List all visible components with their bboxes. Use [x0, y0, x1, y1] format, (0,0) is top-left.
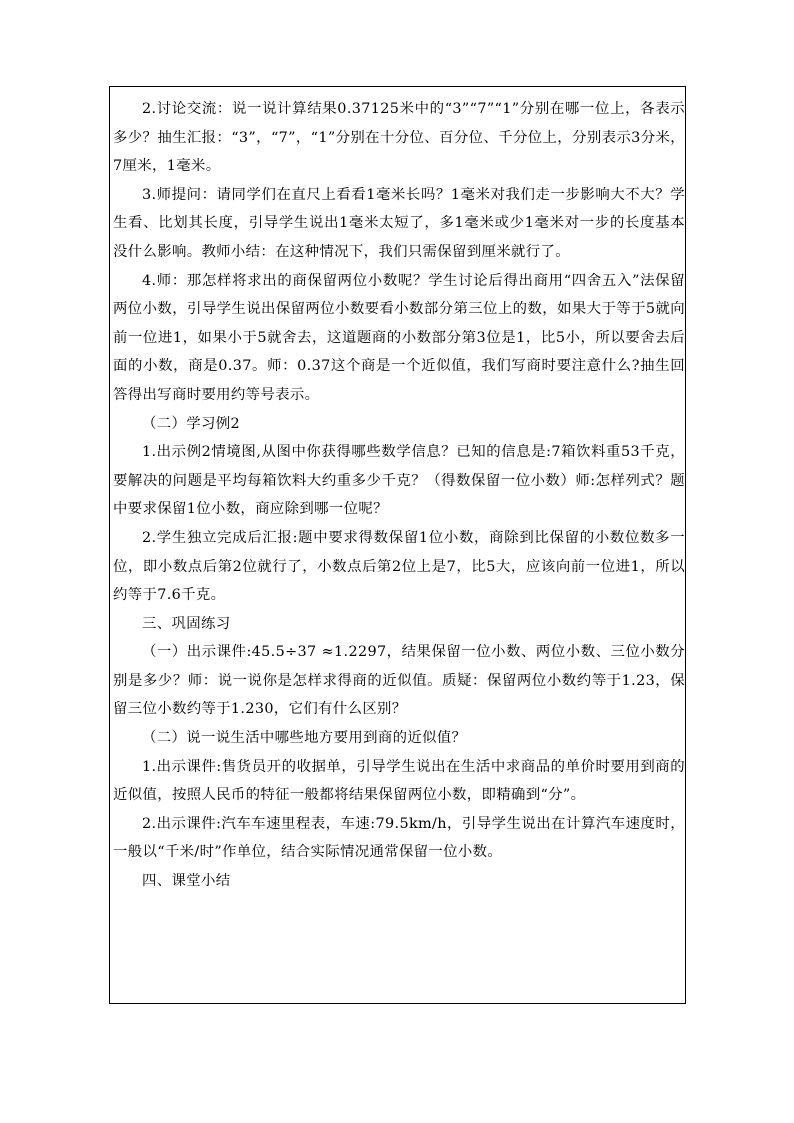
paragraph-practice-1: （一）出示课件:45.5÷37 ≈1.2297，结果保留一位小数、两位小数、三位小数分别是多少？师：说一说你是怎样求得商的近似值。质疑：保留两位小数约等于1.23，保留三位小数约等于1.230，它们有什么区别？	[113, 644, 685, 718]
paragraph-speedometer: 2.出示课件:汽车车速里程表，车速:79.5km/h，引导学生说出在计算汽车速度时，一般以“千米/时”作单位，结合实际情况通常保留一位小数。	[113, 815, 685, 861]
heading-summary: 四、课堂小结	[142, 873, 231, 890]
lesson-content	[113, 95, 685, 896]
paragraph-discussion: 2.讨论交流：说一说计算结果0.37125米中的“3”“7”“1”分别在哪一位上，各表示多少？抽生汇报：“3”，“7”，“1”分别在十分位、百分位、千分位上，分别表示3分米，7厘米，1毫米。	[113, 101, 685, 175]
paragraph-example-2-report: 2.学生独立完成后汇报:题中要求得数保留1位小数，商除到比保留的小数位数多一位，即小数点后第2位就行了，小数点后第2位上是7，比5大，应该向前一位进1，所以约等于7.6千克。	[113, 529, 685, 604]
heading-example-2: （二）学习例2	[142, 415, 240, 432]
paragraph-practice-2: （二）说一说生活中哪些地方要用到商的近似值？	[142, 730, 467, 747]
paragraph-receipt: 1.出示课件:售货员开的收据单，引导学生说出在生活中求商品的单价时要用到商的近似值，按照人民币的特征一般都将结果保留两位小数，即精确到“分”。	[113, 758, 685, 804]
paragraph-teacher-question: 3.师提问：请同学们在直尺上看看1毫米长吗？1毫米对我们走一步影响大不大？学生看、比划其长度，引导学生说出1毫米太短了，多1毫米或少1毫米对一步的长度基本没什么影响。教师小结：在这种情况下，我们只需保留到厘米就行了。	[113, 186, 685, 260]
paragraph-example-2-scene: 1.出示例2情境图,从图中你获得哪些数学信息？已知的信息是:7箱饮料重53千克，要解决的问题是平均每箱饮料大约重多少千克？（得数保留一位小数）师:怎样列式？题中要求保留1位小数，商应除到哪一位呢？	[113, 444, 685, 518]
paragraph-rounding-method: 4.师：那怎样将求出的商保留两位小数呢？学生讨论后得出商用“四舍五入”法保留两位小数，引导学生说出保留两位小数要看小数部分第三位上的数，如果大于等于5就向前一位进1，如果小于5就舍去，这道题商的小数部分第3位是1，比5小，所以要舍去后面的小数，商是0.37。师：0.37这个商是一个近似值，我们写商时要注意什么?抽生回答得出写商时要用约等号表示。	[113, 272, 685, 403]
heading-practice: 三、巩固练习	[142, 615, 231, 632]
